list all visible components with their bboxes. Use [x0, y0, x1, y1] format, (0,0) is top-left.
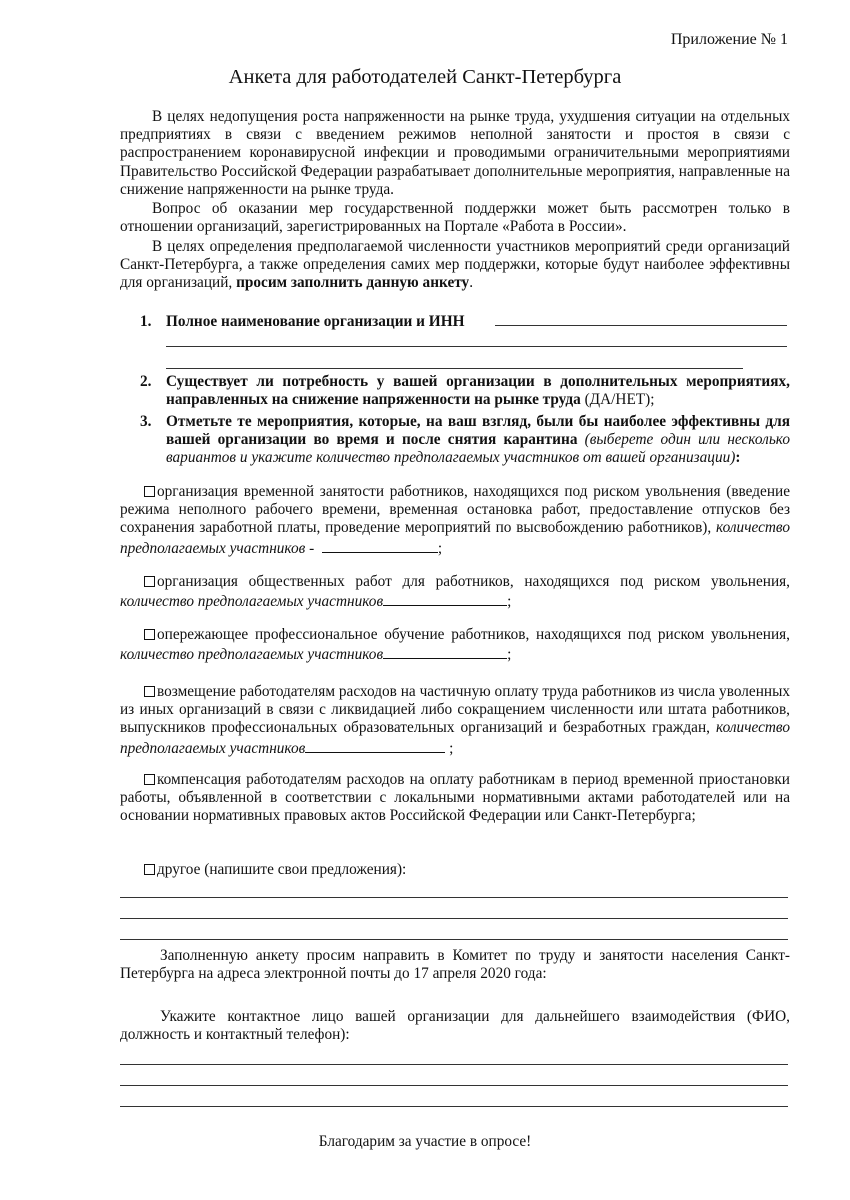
question-3-text [166, 413, 790, 468]
answer-line-contact-2[interactable] [120, 1085, 788, 1086]
answer-line-org-name-3[interactable] [166, 368, 743, 369]
answer-line-other-1[interactable] [120, 897, 788, 898]
question-1-text [166, 313, 790, 331]
question-3-hint: (выберете один или несколько вариантов и укажите количество предполагаемых участников от вашей организации) [166, 431, 790, 467]
question-3-number: 3. [140, 413, 152, 430]
question-3-label: Отметьте те мероприятия, которые, на ваш взгляд, были бы наиболее эффективны для вашей организации во время и после снятия карантина [166, 413, 790, 449]
option-3-count-label: количество предполагаемых участников [120, 646, 384, 664]
option-2-count-field[interactable] [383, 591, 507, 606]
checkbox-public-works[interactable] [144, 576, 155, 587]
option-1-count-label: количество предполагаемых участников - [120, 519, 790, 557]
question-1-number: 1. [140, 313, 152, 330]
question-3-end: : [735, 449, 741, 467]
option-3-text-block [120, 626, 790, 664]
answer-line-other-3[interactable] [120, 939, 788, 940]
question-1 [120, 313, 790, 331]
intro-end: . [469, 274, 474, 292]
option-2-text: организация общественных работ для работников, находящихся под риском увольнения, [157, 573, 790, 590]
option-6-text: другое (напишите свои предложения): [157, 861, 407, 878]
answer-line-inn[interactable] [495, 325, 787, 326]
question-2 [120, 373, 790, 409]
answer-line-contact-3[interactable] [120, 1106, 788, 1107]
option-4-count-field[interactable] [305, 738, 445, 753]
question-2-answer-hint: (ДА/НЕТ); [580, 391, 655, 409]
option-advanced-training [120, 626, 790, 664]
question-2-label: Существует ли потребность у вашей организации в дополнительных мероприятиях, направленных на снижение напряженности на рынке труда [166, 373, 790, 409]
option-1-count-field[interactable] [322, 538, 438, 553]
question-3 [120, 413, 790, 468]
question-2-number: 2. [140, 373, 152, 390]
checkbox-downtime-compensation[interactable] [144, 774, 155, 785]
option-5-text: компенсация работодателям расходов на оплату работникам в период временной приостановки работы, объявленной в соответствии с локальными нормативными актами работодателей или на основании нормативных правовых актов Российской Федерации или Санкт-Петербурга; [120, 771, 790, 825]
send-instructions: Заполненную анкету просим направить в Комитет по труду и занятости населения Санкт-Петербурга на адреса электронной почты до 17 апреля 2020 года: [120, 947, 790, 983]
thanks-note: Благодарим за участие в опросе! [318, 1133, 532, 1150]
question-1-label: Полное наименование организации и ИНН [166, 313, 465, 330]
option-4-text: возмещение работодателям расходов на частичную оплату труда работников из числа уволенных из иных организаций в связи с ликвидацией либо сокращением численности или штата работников, выпускников профессиональных образовательных организаций и безработных граждан, [120, 683, 790, 737]
option-2-end: ; [507, 593, 512, 611]
option-public-works [120, 573, 790, 611]
checkbox-advanced-training[interactable] [144, 629, 155, 640]
option-1-end: ; [437, 539, 443, 557]
intro-paragraph-1: В целях недопущения роста напряженности на рынке труда, ухудшения ситуации на отдельных предприятиях в связи с введением режимов неполной занятости и простоя в связи с распространением коронавирусной инфекции и проводимыми ограничительными мероприятиями Правительство Российской Федерации разрабатывает дополнительные мероприятия, направленные на снижение напряженности на рынке труда. [120, 108, 790, 198]
intro-paragraph-3 [120, 238, 790, 293]
option-downtime-compensation [120, 771, 790, 826]
option-2-count-label: количество предполагаемых участников [120, 593, 384, 611]
page-title: Анкета для работодателей Санкт-Петербурга [228, 66, 622, 88]
option-other [120, 861, 790, 879]
intro-paragraph-3-text: В целях определения предполагаемой численности участников мероприятий среди организаций Санкт-Петербурга, а также определения самих мер поддержки, которые будут наиболее эффективны для организаций, [120, 238, 790, 292]
option-1-text-block [120, 483, 790, 558]
question-2-text [166, 373, 790, 409]
checkbox-temporary-employment[interactable] [144, 486, 155, 497]
checkbox-wage-reimbursement[interactable] [144, 686, 155, 697]
option-5-text-block [120, 771, 790, 826]
option-temporary-employment [120, 483, 790, 558]
option-4-count-label: количество предполагаемых участников [120, 719, 790, 757]
option-3-end: ; [507, 646, 512, 664]
answer-line-other-2[interactable] [120, 918, 788, 919]
contact-instructions: Укажите контактное лицо вашей организации для дальнейшего взаимодействия (ФИО, должность и контактный телефон): [120, 1008, 790, 1044]
option-2-text-block [120, 573, 790, 611]
option-wage-reimbursement [120, 683, 790, 758]
answer-line-contact-1[interactable] [120, 1064, 788, 1065]
annex-label: Приложение № 1 [670, 31, 788, 48]
option-3-text: опережающее профессиональное обучение работников, находящихся под риском увольнения, [157, 626, 790, 643]
option-3-count-field[interactable] [383, 644, 507, 659]
checkbox-other[interactable] [144, 864, 155, 875]
option-4-end: ; [445, 739, 454, 757]
option-4-text-block [120, 683, 790, 758]
intro-request: просим заполнить данную анкету [236, 274, 470, 292]
answer-line-org-name-2[interactable] [166, 346, 787, 347]
option-1-text: организация временной занятости работников, находящихся под риском увольнения (введение режима неполного рабочего времени, временная остановка работ, предоставление отпусков без сохранения заработной платы, проведение мероприятий по высвобождению работников), [120, 483, 790, 537]
option-6-text-block [120, 861, 790, 879]
intro-paragraph-2: Вопрос об оказании мер государственной поддержки может быть рассмотрен только в отношении организаций, зарегистрированных на Портале «Работа в России». [120, 200, 790, 236]
